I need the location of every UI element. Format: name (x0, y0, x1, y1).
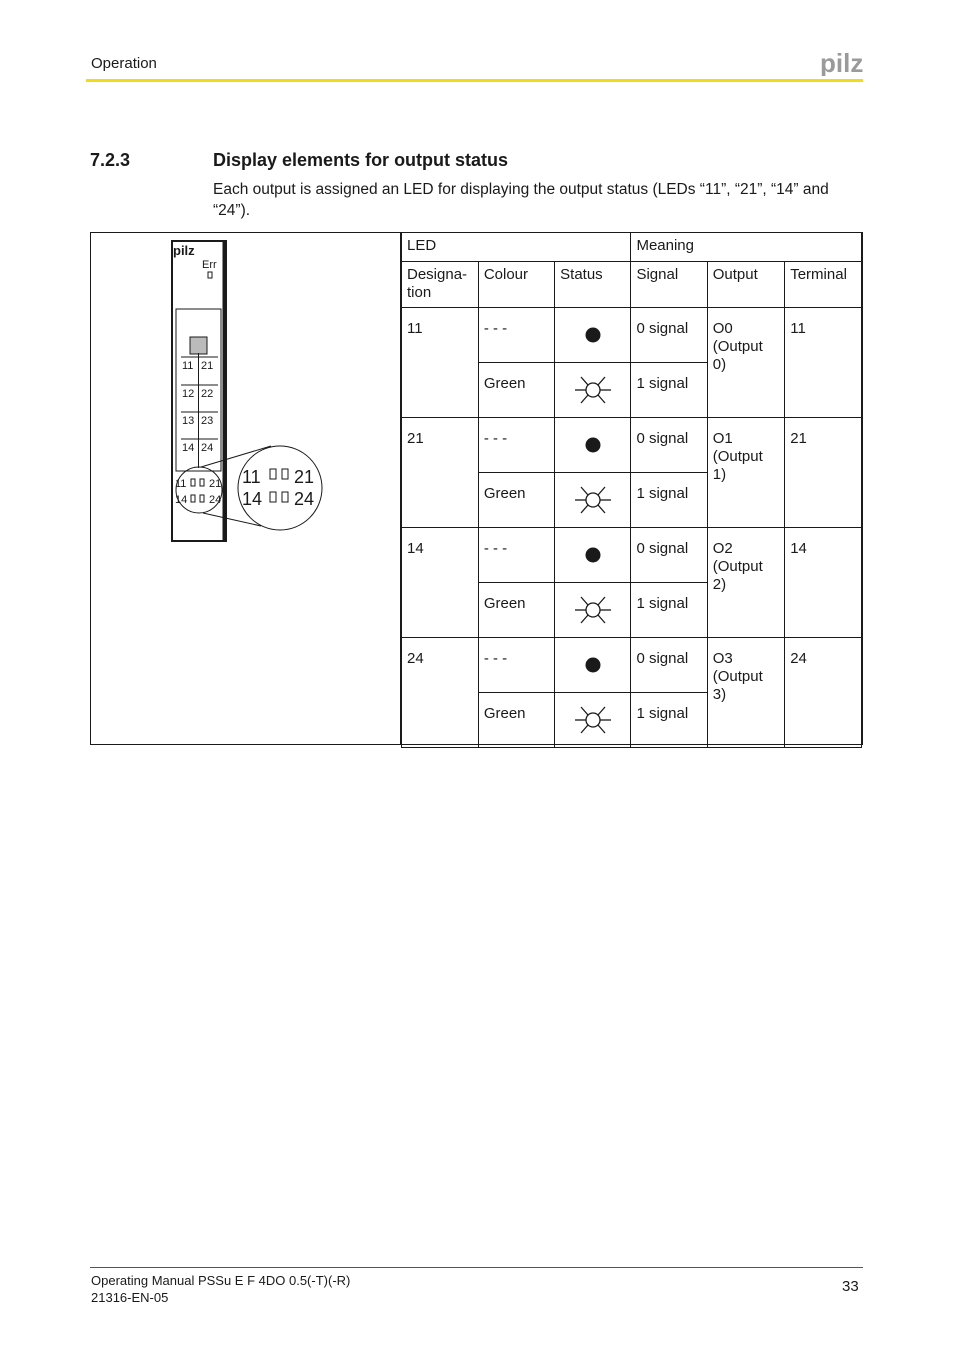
footer-manual-title: Operating Manual PSSu E F 4DO 0.5(-T)(-R) (91, 1273, 351, 1288)
led-label: 14 (182, 442, 195, 454)
designation-cell: 11 (402, 308, 479, 418)
signal-cell: 0 signal (631, 308, 707, 363)
colour-cell: Green (478, 693, 554, 748)
column-header: Colour (478, 262, 554, 308)
led-off-icon (583, 325, 603, 345)
status-cell (555, 638, 631, 693)
column-header: Status (555, 262, 631, 308)
led-label: 14 (175, 494, 188, 506)
module-label-pattern (190, 337, 207, 354)
footer-rule (90, 1267, 863, 1268)
led-label: 13 (182, 415, 195, 427)
colour-cell: - - - (478, 418, 554, 473)
status-cell (555, 418, 631, 473)
status-cell (555, 308, 631, 363)
section-intro: Each output is assigned an LED for displaying the output status (LEDs “11”, “21”, “14” and “24”). (213, 181, 829, 219)
column-header: Terminal (785, 262, 862, 308)
table-row (402, 638, 862, 693)
header-section-label: Operation (91, 55, 157, 72)
led-label: 22 (201, 388, 214, 400)
signal-cell: 1 signal (631, 693, 707, 748)
status-cell (555, 583, 631, 638)
header-accent-rule (86, 79, 863, 82)
zoom-led-label: 21 (294, 467, 315, 487)
terminal-cell: 21 (785, 418, 862, 528)
led-off-icon (583, 655, 603, 675)
colour-cell: Green (478, 583, 554, 638)
table-row (402, 528, 862, 583)
section-title: Display elements for output status (213, 150, 509, 170)
led-on-icon (573, 704, 613, 736)
led-label: 23 (201, 415, 214, 427)
terminal-cell: 24 (785, 638, 862, 748)
table-group-header-led: LED (402, 233, 631, 262)
signal-cell: 0 signal (631, 638, 707, 693)
led-label: 21 (201, 360, 214, 372)
signal-cell: 0 signal (631, 528, 707, 583)
terminal-cell: 14 (785, 528, 862, 638)
led-status-table (401, 232, 862, 748)
signal-cell: 1 signal (631, 583, 707, 638)
led-label: 11 (182, 360, 194, 372)
module-logo: pilz (173, 243, 195, 258)
led-off-icon (583, 435, 603, 455)
pilz-logo-icon (820, 50, 866, 76)
signal-cell: 0 signal (631, 418, 707, 473)
column-header: Designa-tion (402, 262, 479, 308)
table-group-header-meaning: Meaning (631, 233, 862, 262)
designation-cell: 14 (402, 528, 479, 638)
led-label: 21 (209, 478, 222, 490)
colour-cell: - - - (478, 638, 554, 693)
designation-cell: 21 (402, 418, 479, 528)
colour-cell: - - - (478, 528, 554, 583)
signal-cell: 1 signal (631, 363, 707, 418)
device-front-diagram (91, 233, 401, 744)
led-on-icon (573, 484, 613, 516)
svg-text:pilz: pilz (820, 50, 864, 76)
column-header: Signal (631, 262, 707, 308)
colour-cell: - - - (478, 308, 554, 363)
led-off-icon (583, 545, 603, 565)
err-label: Err (202, 259, 217, 271)
zoom-led-label: 11 (242, 467, 261, 487)
signal-cell: 1 signal (631, 473, 707, 528)
status-cell (555, 693, 631, 748)
led-label: 11 (175, 478, 187, 490)
zoom-detail-circle (238, 446, 322, 530)
zoom-led-label: 14 (242, 489, 263, 509)
status-cell (555, 528, 631, 583)
led-on-icon (573, 374, 613, 406)
led-label: 24 (209, 494, 222, 506)
status-cell (555, 363, 631, 418)
led-figure-frame (90, 232, 863, 745)
led-label: 12 (182, 388, 195, 400)
status-cell (555, 473, 631, 528)
terminal-cell: 11 (785, 308, 862, 418)
output-cell: O3 (Output 3) (707, 638, 784, 748)
output-cell: O2 (Output 2) (707, 528, 784, 638)
table-row (402, 418, 862, 473)
zoom-led-label: 24 (294, 489, 315, 509)
colour-cell: Green (478, 473, 554, 528)
section-number: 7.2.3 (90, 150, 131, 170)
column-header: Output (707, 262, 784, 308)
device-diagram-panel (91, 233, 401, 744)
footer-doc-number: 21316-EN-05 (91, 1290, 169, 1305)
output-cell: O0 (Output 0) (707, 308, 784, 418)
table-row (402, 308, 862, 363)
colour-cell: Green (478, 363, 554, 418)
designation-cell: 24 (402, 638, 479, 748)
led-label: 24 (201, 442, 214, 454)
output-cell: O1 (Output 1) (707, 418, 784, 528)
led-on-icon (573, 594, 613, 626)
page-number: 33 (842, 1278, 859, 1295)
